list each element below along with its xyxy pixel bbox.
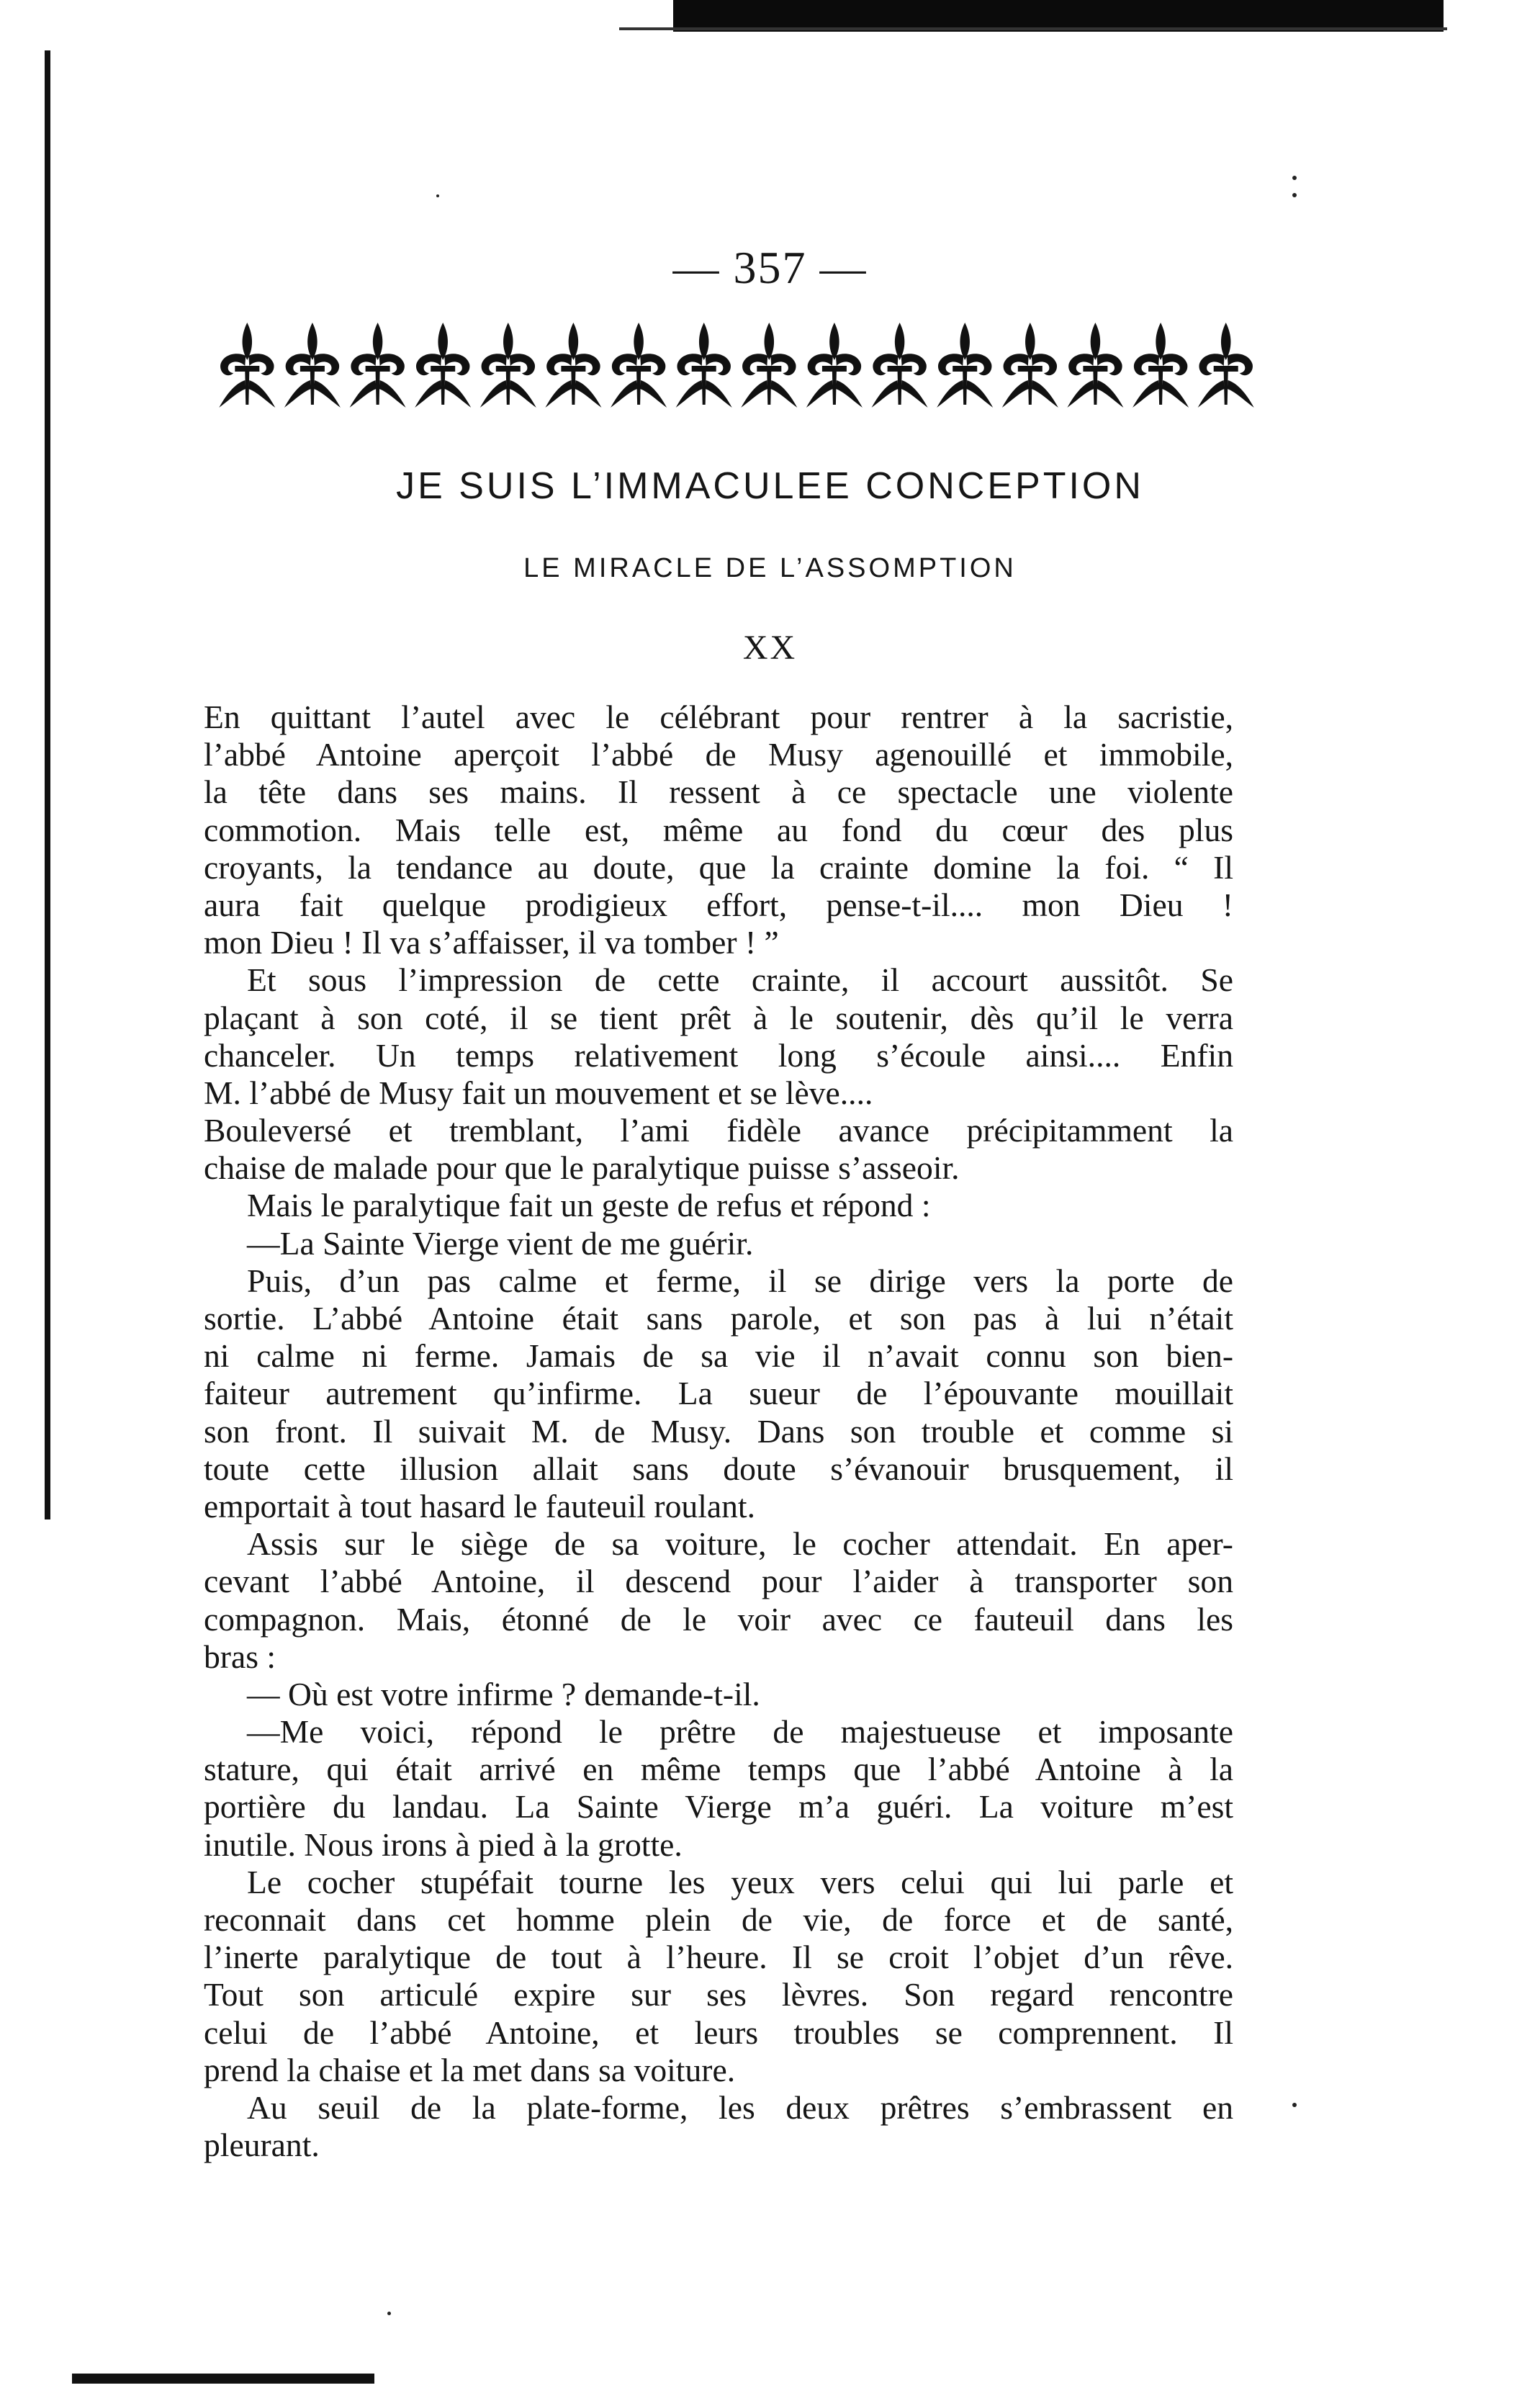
scan-speck — [1292, 193, 1297, 197]
fleur-de-lis-icon — [806, 323, 863, 408]
fleur-de-lis-icon — [284, 323, 341, 408]
scan-speck — [1292, 2103, 1297, 2107]
text-line: En quittant l’autel avec le célébrant pour rentrer à la sacristie, — [204, 699, 1233, 735]
fleur-de-lis-icon — [741, 323, 797, 408]
fleur-de-lis-icon — [1002, 323, 1058, 408]
text-line: emportait à tout hasard le fauteuil roulant. — [204, 1487, 755, 1525]
fleuron-ornament-band — [215, 317, 1258, 410]
text-line: croyants, la tendance au doute, que la crainte domine la foi. “ Il — [204, 848, 1233, 886]
text-line: Et sous l’impression de cette crainte, il accourt aussitôt. Se — [247, 961, 1233, 999]
text-line: plaçant à son coté, il se tient prêt à le soutenir, dès qu’il le verra — [204, 999, 1233, 1036]
text-line: celui de l’abbé Antoine, et leurs troubles se comprennent. Il — [204, 2013, 1233, 2051]
text-line: l’abbé Antoine aperçoit l’abbé de Musy agenouillé et immobile, — [204, 736, 1233, 773]
text-line: ni calme ni ferme. Jamais de sa vie il n’avait connu son bien- — [204, 1337, 1233, 1375]
text-line: Mais le paralytique fait un geste de refus et répond : — [247, 1187, 931, 1224]
fleur-de-lis-icon — [480, 323, 536, 408]
scan-border-top-edge — [619, 27, 1447, 30]
text-line: cevant l’abbé Antoine, il descend pour l’aider à transporter son — [204, 1563, 1233, 1600]
text-line: toute cette illusion allait sans doute s’évanouir brusquement, il — [204, 1450, 1233, 1487]
text-line: M. l’abbé de Musy fait un mouvement et se lève.... — [204, 1074, 873, 1111]
page-number: — 357 — — [672, 242, 868, 293]
fleur-de-lis-icon — [545, 323, 601, 408]
text-line: mon Dieu ! Il va s’affaisser, il va tomber ! ” — [204, 924, 779, 961]
text-line: — Où est votre infirme ? demande-t-il. — [247, 1675, 760, 1712]
text-line: l’inerte paralytique de tout à l’heure. Il se croit l’objet d’un rêve. — [204, 1939, 1233, 1976]
scan-speck — [387, 2312, 391, 2315]
article-title: JE SUIS L’IMMACULEE CONCEPTION — [396, 465, 1144, 507]
fleur-de-lis-icon — [676, 323, 732, 408]
fleur-de-lis-icon — [1133, 323, 1189, 408]
fleur-de-lis-icon — [415, 323, 471, 408]
text-line: Puis, d’un pas calme et ferme, il se dirige vers la porte de — [247, 1262, 1233, 1299]
text-line: faiteur autrement qu’infirme. La sueur de l’épouvante mouillait — [204, 1375, 1233, 1412]
text-line: sortie. L’abbé Antoine était sans parole, et son pas à lui n’était — [204, 1300, 1233, 1337]
fleur-de-lis-icon — [219, 323, 275, 408]
scan-speck — [1292, 176, 1297, 180]
fleur-de-lis-icon — [1198, 323, 1254, 408]
text-line: —Me voici, répond le prêtre de majestueuse et imposante — [247, 1713, 1233, 1751]
text-line: Assis sur le siège de sa voiture, le cocher attendait. En aper- — [247, 1525, 1233, 1563]
text-line: la tête dans ses mains. Il ressent à ce spectacle une violente — [204, 773, 1233, 811]
text-line: portière du landau. La Sainte Vierge m’a guéri. La voiture m’est — [204, 1788, 1233, 1826]
text-line: son front. Il suivait M. de Musy. Dans son trouble et comme si — [204, 1412, 1233, 1450]
text-line: Tout son articulé expire sur ses lèvres. Son regard rencontre — [204, 1976, 1233, 2013]
scan-speck — [436, 194, 439, 197]
text-line: inutile. Nous irons à pied à la grotte. — [204, 1826, 683, 1863]
text-line: Au seuil de la plate-forme, les deux prêtres s’embrassent en — [247, 2088, 1233, 2126]
fleur-de-lis-icon — [1067, 323, 1123, 408]
text-line: commotion. Mais telle est, même au fond du cœur des plus — [204, 811, 1233, 848]
text-line: compagnon. Mais, étonné de le voir avec ce fauteuil dans les — [204, 1600, 1233, 1638]
fleur-de-lis-icon — [937, 323, 993, 408]
scan-border-bottom — [72, 2374, 374, 2384]
text-line: aura fait quelque prodigieux effort, pense-t-il.... mon Dieu ! — [204, 886, 1233, 923]
fleur-de-lis-icon — [350, 323, 406, 408]
text-line: chaise de malade pour que le paralytique puisse s’asseoir. — [204, 1149, 960, 1187]
fleur-de-lis-icon — [611, 323, 667, 408]
text-line: chanceler. Un temps relativement long s’écoule ainsi.... Enfin — [204, 1036, 1233, 1074]
article-subtitle: LE MIRACLE DE L’ASSOMPTION — [523, 553, 1017, 583]
text-line: stature, qui était arrivé en même temps que l’abbé Antoine à la — [204, 1751, 1233, 1788]
text-line: Bouleversé et tremblant, l’ami fidèle avance précipitamment la — [204, 1112, 1233, 1149]
text-line: —La Sainte Vierge vient de me guérir. — [247, 1224, 754, 1262]
chapter-number: XX — [742, 629, 798, 667]
body-text — [204, 699, 1233, 2164]
text-line: bras : — [204, 1638, 276, 1675]
text-line: Le cocher stupéfait tourne les yeux vers celui qui lui parle et — [247, 1863, 1233, 1900]
text-line: reconnait dans cet homme plein de vie, de force et de santé, — [204, 1901, 1233, 1938]
text-line: prend la chaise et la met dans sa voiture. — [204, 2051, 736, 2088]
text-line: pleurant. — [204, 2127, 320, 2164]
fleur-de-lis-icon — [872, 323, 928, 408]
